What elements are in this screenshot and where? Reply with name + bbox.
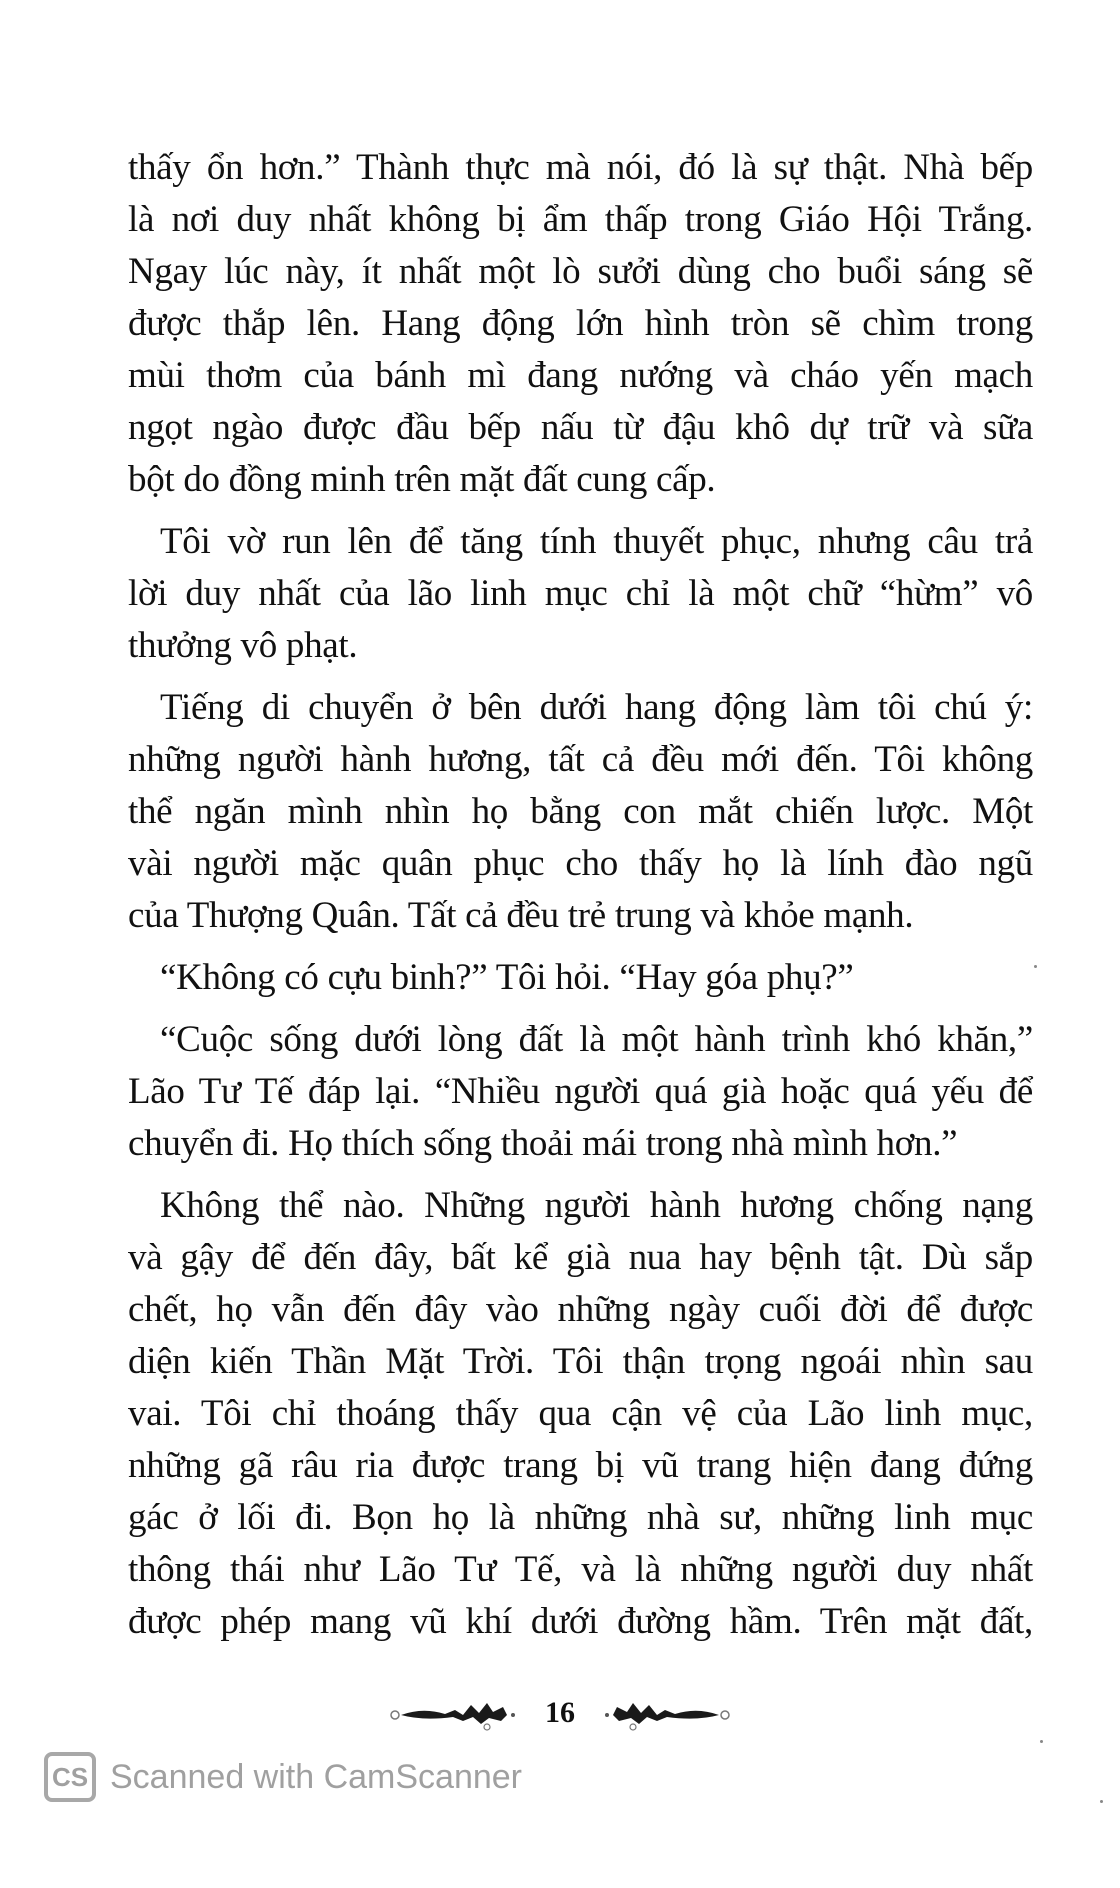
text-line: ngọt ngào được đầu bếp nấu từ đậu khô dự trữ và sữa xyxy=(128,407,1033,448)
text-line: “Cuộc sống dưới lòng đất là một hành trình khó khăn,” xyxy=(160,1019,1033,1060)
text-line: là nơi duy nhất không bị ẩm thấp trong Giáo Hội Trắng. xyxy=(128,199,1033,240)
watermark-text: Scanned with CamScanner xyxy=(110,1757,523,1796)
text-line: lời duy nhất của lão linh mục chỉ là một chữ “hừm” vô xyxy=(128,573,1033,614)
text-line: được thắp lên. Hang động lớn hình tròn sẽ chìm trong xyxy=(128,303,1033,344)
text-line: những gã râu ria được trang bị vũ trang hiện đang đứng xyxy=(128,1445,1033,1486)
paragraph xyxy=(128,1014,1033,1170)
paragraph xyxy=(128,682,1033,942)
text-line: Lão Tư Tế đáp lại. “Nhiều người quá già hoặc quá yếu để xyxy=(128,1071,1033,1112)
text-line: Ngay lúc này, ít nhất một lò sưởi dùng cho buổi sáng sẽ xyxy=(128,251,1033,292)
paragraph xyxy=(128,1180,1033,1648)
text-line: chết, họ vẫn đến đây vào những ngày cuối đời để được xyxy=(128,1289,1033,1330)
text-line: và gậy để đến đây, bất kể già nua hay bệnh tật. Dù sắp xyxy=(128,1237,1033,1278)
camscanner-logo-icon: CS xyxy=(44,1752,96,1802)
text-line: chuyển đi. Họ thích sống thoải mái trong nhà mình hơn.” xyxy=(128,1123,958,1164)
page-number: 16 xyxy=(545,1696,575,1729)
text-line: gác ở lối đi. Bọn họ là những nhà sư, những linh mục xyxy=(128,1497,1033,1538)
text-line: thông thái như Lão Tư Tế, và là những người duy nhất xyxy=(128,1549,1033,1590)
text-line: những người hành hương, tất cả đều mới đến. Tôi không xyxy=(128,739,1033,780)
text-line: “Không có cựu binh?” Tôi hỏi. “Hay góa phụ?” xyxy=(160,957,854,998)
text-line: diện kiến Thần Mặt Trời. Tôi thận trọng ngoái nhìn sau xyxy=(128,1341,1033,1382)
paragraph xyxy=(128,516,1033,672)
right-ornament-icon xyxy=(587,1693,737,1733)
text-line: bột do đồng minh trên mặt đất cung cấp. xyxy=(128,459,716,500)
scan-speck xyxy=(1034,965,1037,968)
camscanner-watermark xyxy=(44,1752,522,1802)
text-line: thấy ổn hơn.” Thành thực mà nói, đó là sự thật. Nhà bếp xyxy=(128,147,1033,188)
text-line: Tiếng di chuyển ở bên dưới hang động làm tôi chú ý: xyxy=(160,687,1033,728)
page-body xyxy=(128,142,1033,1658)
text-line: được phép mang vũ khí dưới đường hầm. Trên mặt đất, xyxy=(128,1601,1033,1642)
text-line: vai. Tôi chỉ thoáng thấy qua cận vệ của Lão linh mục, xyxy=(128,1393,1033,1434)
scan-speck xyxy=(1040,1740,1043,1743)
text-line: thưởng vô phạt. xyxy=(128,625,358,666)
paragraph xyxy=(128,142,1033,506)
page-footer xyxy=(0,1693,1120,1733)
text-line: của Thượng Quân. Tất cả đều trẻ trung và khỏe mạnh. xyxy=(128,895,914,936)
text-line: thể ngăn mình nhìn họ bằng con mắt chiến lược. Một xyxy=(128,791,1033,832)
text-line: mùi thơm của bánh mì đang nướng và cháo yến mạch xyxy=(128,355,1033,396)
text-line: Tôi vờ run lên để tăng tính thuyết phục, nhưng câu trả xyxy=(160,521,1033,562)
scan-speck xyxy=(1100,1800,1103,1803)
text-line: vài người mặc quân phục cho thấy họ là lính đào ngũ xyxy=(128,843,1033,884)
text-line: Không thể nào. Những người hành hương chống nạng xyxy=(160,1185,1033,1226)
left-ornament-icon xyxy=(383,1693,533,1733)
paragraph xyxy=(128,952,1033,1004)
